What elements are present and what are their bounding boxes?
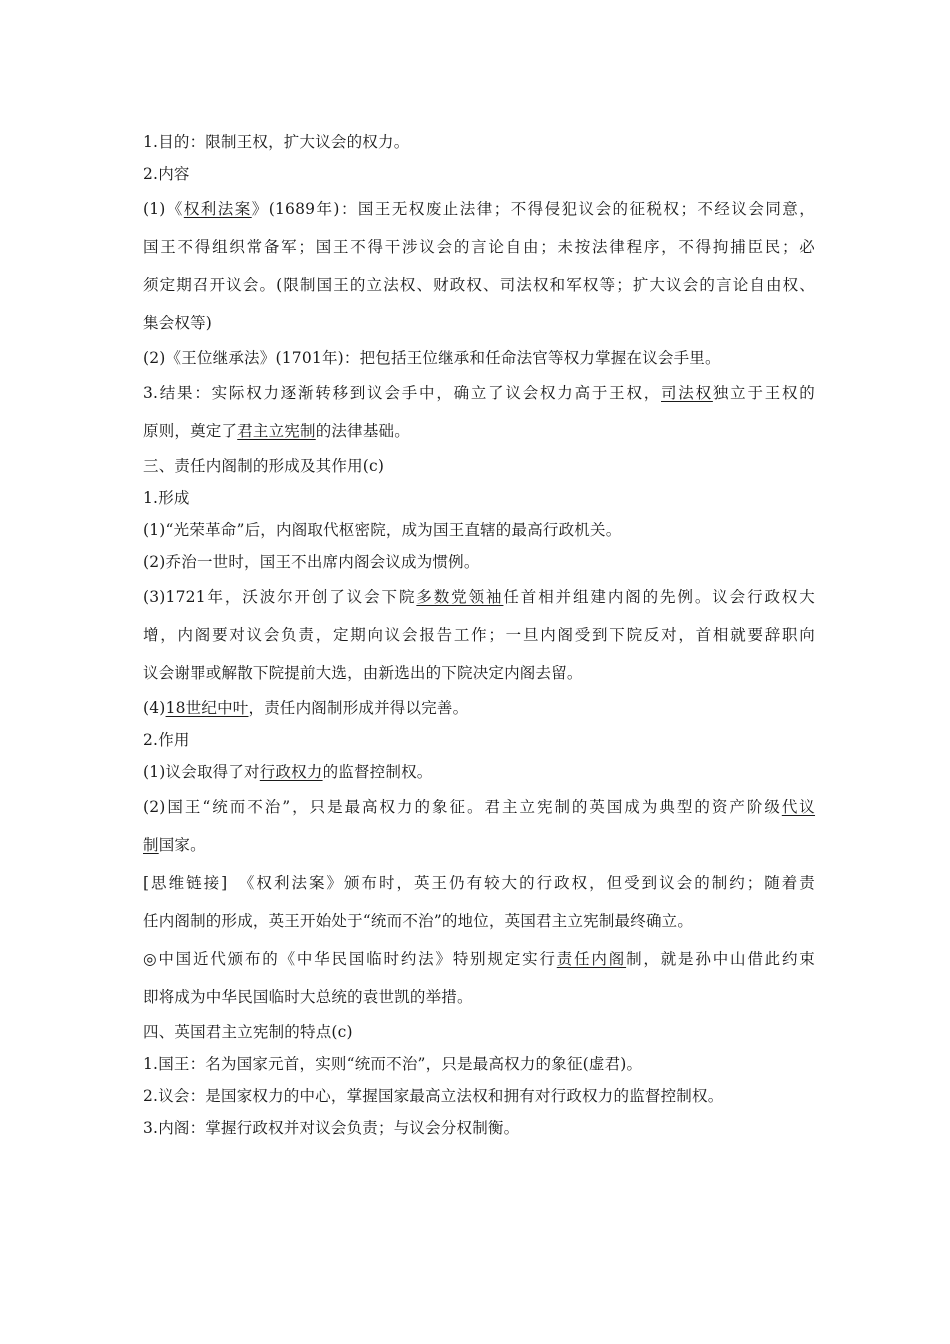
text-line: 原则，奠定了君主立宪制的法律基础。	[143, 422, 410, 440]
text-line: (1)“光荣革命”后，内阁取代枢密院，成为国王直辖的最高行政机关。	[143, 521, 622, 539]
document-body	[143, 126, 815, 1144]
underlined-term: 18世纪中叶	[165, 699, 249, 717]
text-line: (1)《权利法案》(1689年)：国王无权废止法律；不得侵犯议会的征税权；不经议会同意，	[143, 200, 815, 218]
text-line: 2.议会：是国家权力的中心，掌握国家最高立法权和拥有对行政权力的监督控制权。	[143, 1087, 724, 1105]
text-line: 国王不得组织常备军；国王不得干涉议会的言论自由；未按法律程序，不得拘捕臣民；必	[143, 238, 815, 256]
underlined-term: 行政权力	[259, 763, 323, 781]
text-line: 须定期召开议会。(限制国王的立法权、财政权、司法权和军权等；扩大议会的言论自由权、	[143, 276, 815, 294]
text-line: 制国家。	[143, 836, 206, 854]
text-line: (3)1721年，沃波尔开创了议会下院多数党领袖任首相并组建内阁的先例。议会行政权大	[143, 588, 815, 606]
underlined-term: 权利法案	[183, 200, 252, 218]
text-line: 2.内容	[143, 165, 190, 183]
text-line: 1.国王：名为国家元首，实则“统而不治”，只是最高权力的象征(虚君)。	[143, 1055, 643, 1073]
text-line: 集会权等)	[143, 314, 213, 332]
text-line: ◎中国近代颁布的《中华民国临时约法》特别规定实行责任内阁制，就是孙中山借此约束	[143, 950, 816, 968]
text-line: (2)《王位继承法》(1701年)：把包括王位继承和任命法官等权力掌握在议会手里。	[143, 349, 721, 367]
text-line: (4)18世纪中叶，责任内阁制形成并得以完善。	[143, 699, 469, 717]
underlined-term: 多数党领袖	[416, 588, 504, 606]
text-line: 1.目的：限制王权，扩大议会的权力。	[143, 133, 410, 151]
text-line: 即将成为中华民国临时大总统的袁世凯的举措。	[143, 988, 473, 1006]
section-heading: 三、责任内阁制的形成及其作用(c)	[143, 457, 385, 475]
text-line: 2.作用	[143, 731, 190, 749]
text-line: 增，内阁要对议会负责，定期向议会报告工作；一旦内阁受到下院反对，首相就要辞职向	[143, 626, 815, 644]
text-line: 任内阁制的形成，英王开始处于“统而不治”的地位，英国君主立宪制最终确立。	[143, 912, 694, 930]
section-heading: 四、英国君主立宪制的特点(c)	[143, 1023, 353, 1041]
text-line: 1.形成	[143, 489, 190, 507]
text-line: [思维链接] 《权利法案》颁布时，英王仍有较大的行政权，但受到议会的制约；随着责	[143, 874, 815, 892]
text-line: (1)议会取得了对行政权力的监督控制权。	[143, 763, 433, 781]
text-line: (2)乔治一世时，国王不出席内阁会议成为惯例。	[143, 553, 480, 571]
underlined-term: 君主立宪制	[237, 422, 316, 440]
text-line: (2)国王“统而不治”，只是最高权力的象征。君主立宪制的英国成为典型的资产阶级代议	[143, 798, 816, 816]
underlined-term: 制	[143, 836, 159, 854]
underlined-term: 代议	[781, 798, 816, 816]
text-line: 3.结果：实际权力逐渐转移到议会手中，确立了议会权力高于王权，司法权独立于王权的	[143, 384, 815, 402]
text-line: 3.内阁：掌握行政权并对议会负责；与议会分权制衡。	[143, 1119, 520, 1137]
underlined-term: 司法权	[661, 384, 713, 402]
underlined-term: 责任内阁	[556, 950, 627, 968]
text-line: 议会谢罪或解散下院提前大选，由新选出的下院决定内阁去留。	[143, 664, 583, 682]
